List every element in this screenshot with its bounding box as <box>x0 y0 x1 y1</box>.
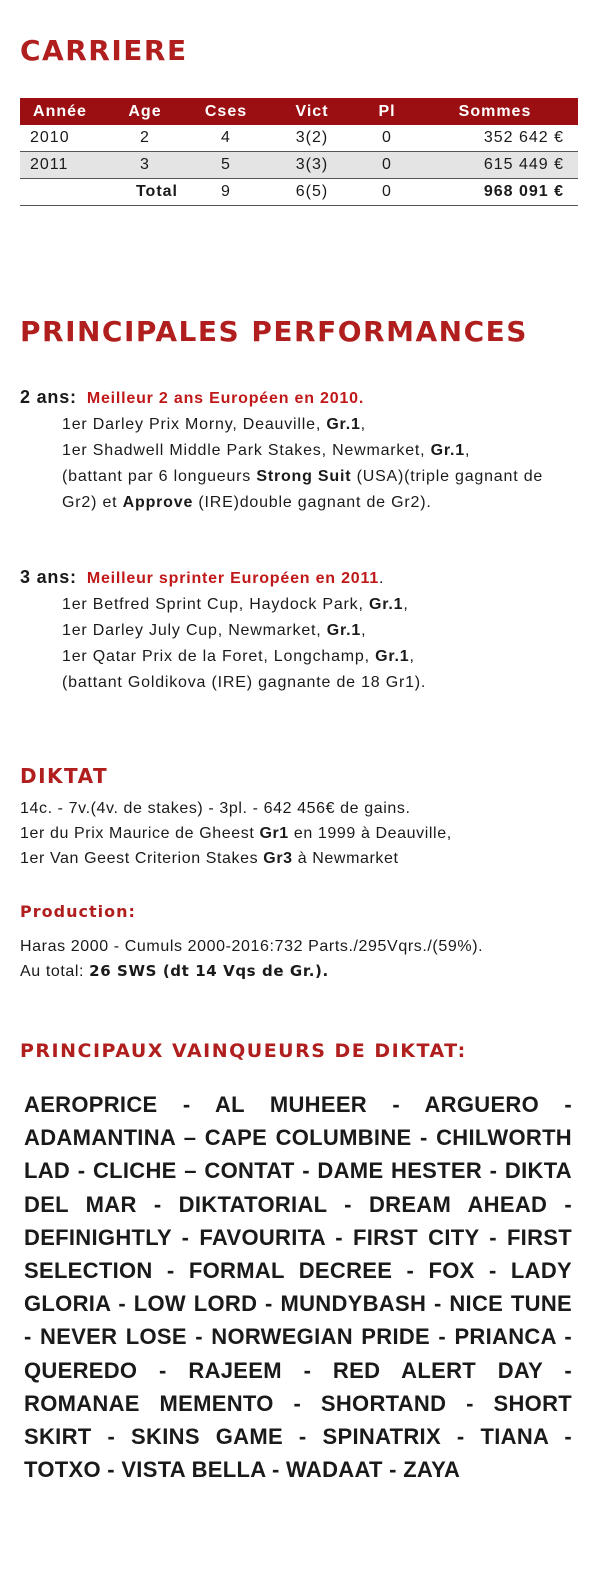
perf-2yo-line <box>62 438 580 464</box>
production-text: Au total: <box>20 963 90 980</box>
col-races: Cses <box>190 98 262 125</box>
cell-year: 2011 <box>20 152 100 179</box>
sire-description <box>20 796 590 871</box>
perf-3yo-line: (battant Goldikova (IRE) gagnante de 18 Gr1). <box>62 674 427 691</box>
perf-3yo-title: Meilleur sprinter Européen en 2011 <box>86 570 380 587</box>
col-places: Pl <box>362 98 412 125</box>
sire-text: à Newmarket <box>292 850 399 867</box>
sire-line: 14c. - 7v.(4v. de stakes) - 3pl. - 642 456€ de gains. <box>20 800 411 817</box>
cell-races: 5 <box>190 152 262 179</box>
career-heading: CARRIERE <box>20 34 188 67</box>
perf-2yo-line <box>62 464 562 516</box>
table-row <box>20 125 578 152</box>
col-wins: Vict <box>262 98 362 125</box>
perf-2yo-age: 2 ans: <box>20 387 77 407</box>
perf-text: 1er Darley July Cup, Newmarket, <box>62 622 327 639</box>
perf-text: , <box>409 648 415 665</box>
cell-earnings: 352 642 € <box>412 125 578 152</box>
perf-text: , <box>465 442 471 459</box>
performances-heading: PRINCIPALES PERFORMANCES <box>20 315 528 348</box>
cell-year: 2010 <box>20 125 100 152</box>
table-row <box>20 152 578 179</box>
cell-wins: 3(3) <box>262 152 362 179</box>
perf-3yo-line <box>62 618 580 644</box>
sire-heading: DIKTAT <box>20 764 109 788</box>
cell-places: 0 <box>362 125 412 152</box>
career-table <box>20 98 578 206</box>
perf-3yo-line <box>62 644 580 670</box>
perf-text: 1er Darley Prix Morny, Deauville, <box>62 416 327 433</box>
perf-text: , <box>403 596 409 613</box>
perf-3yo-line <box>62 592 580 618</box>
grade-label: Gr.1 <box>368 596 404 613</box>
total-places: 0 <box>362 179 412 206</box>
production-heading: Production: <box>20 902 136 921</box>
perf-3yo-header <box>20 564 580 592</box>
cell-earnings: 615 449 € <box>412 152 578 179</box>
sire-text: 1er Van Geest Criterion Stakes <box>20 850 264 867</box>
grade-label: Gr.1 <box>326 416 361 433</box>
perf-text: (IRE)double gagnant de Gr2). <box>193 494 432 511</box>
total-label: Total <box>20 179 190 206</box>
sire-line <box>20 821 590 846</box>
col-earnings: Sommes <box>412 98 578 125</box>
horse-name: Strong Suit <box>256 468 352 485</box>
perf-text: 1er Betfred Sprint Cup, Haydock Park, <box>62 596 369 613</box>
perf-text: , <box>361 622 367 639</box>
production-line <box>20 959 595 984</box>
perf-text: . <box>379 570 385 587</box>
cell-age: 2 <box>100 125 190 152</box>
total-wins: 6(5) <box>262 179 362 206</box>
performance-2yo <box>20 384 580 516</box>
perf-2yo-header <box>20 384 580 412</box>
sire-text: en 1999 à Deauville, <box>288 825 452 842</box>
production-description <box>20 934 595 984</box>
table-total-row <box>20 179 578 206</box>
perf-text: (battant par 6 longueurs <box>62 468 257 485</box>
performance-3yo <box>20 564 580 696</box>
perf-2yo-title: Meilleur 2 ans Européen en 2010. <box>86 390 365 407</box>
col-year: Année <box>20 98 100 125</box>
cell-age: 3 <box>100 152 190 179</box>
cell-places: 0 <box>362 152 412 179</box>
cell-races: 4 <box>190 125 262 152</box>
total-earnings: 968 091 € <box>412 179 578 206</box>
grade-label: Gr.1 <box>326 622 362 639</box>
perf-text: 1er Shadwell Middle Park Stakes, Newmarket, <box>62 442 431 459</box>
grade-label: Gr.1 <box>430 442 466 459</box>
career-table-header <box>20 98 578 125</box>
horse-name: Approve <box>122 494 194 511</box>
grade-label: Gr1 <box>259 825 289 842</box>
perf-3yo-age: 3 ans: <box>20 567 77 587</box>
production-total: 26 SWS (dt 14 Vqs de Gr.). <box>89 962 329 980</box>
sire-line <box>20 846 590 871</box>
perf-2yo-line <box>62 412 580 438</box>
cell-wins: 3(2) <box>262 125 362 152</box>
perf-text: 1er Qatar Prix de la Foret, Longchamp, <box>62 648 376 665</box>
perf-text: , <box>360 416 366 433</box>
grade-label: Gr3 <box>263 850 293 867</box>
perf-text: (USA)(triple gagnant de Gr2) et <box>62 468 544 511</box>
total-races: 9 <box>190 179 262 206</box>
col-age: Age <box>100 98 190 125</box>
production-line: Haras 2000 - Cumuls 2000-2016:732 Parts./295Vqrs./(59%). <box>20 938 484 955</box>
winners-list: AEROPRICE - AL MUHEER - ARGUERO - ADAMANTINA – CAPE COLUMBINE - CHILWORTH LAD - CLICHE – CONTAT - DAME HESTER - DIKTA DEL MAR - DIKTATORIAL - DREAM AHEAD - DEFINIGHTLY - FAVOURITA - FIRST CITY - FIRST SELECTION - FORMAL DECREE - FOX - LADY GLORIA - LOW LORD - MUNDYBASH - NICE TUNE - NEVER LOSE - NORWEGIAN PRIDE - PRIANCA - QUEREDO - RAJEEM - RED ALERT DAY - ROMANAE MEMENTO - SHORTAND - SHORT SKIRT - SKINS GAME - SPINATRIX - TIANA - TOTXO - VISTA BELLA - WADAAT - ZAYA <box>24 1092 572 1483</box>
winners-heading: PRINCIPAUX VAINQUEURS DE DIKTAT: <box>20 1040 467 1062</box>
sire-text: 1er du Prix Maurice de Gheest <box>20 825 260 842</box>
grade-label: Gr.1 <box>375 648 410 665</box>
